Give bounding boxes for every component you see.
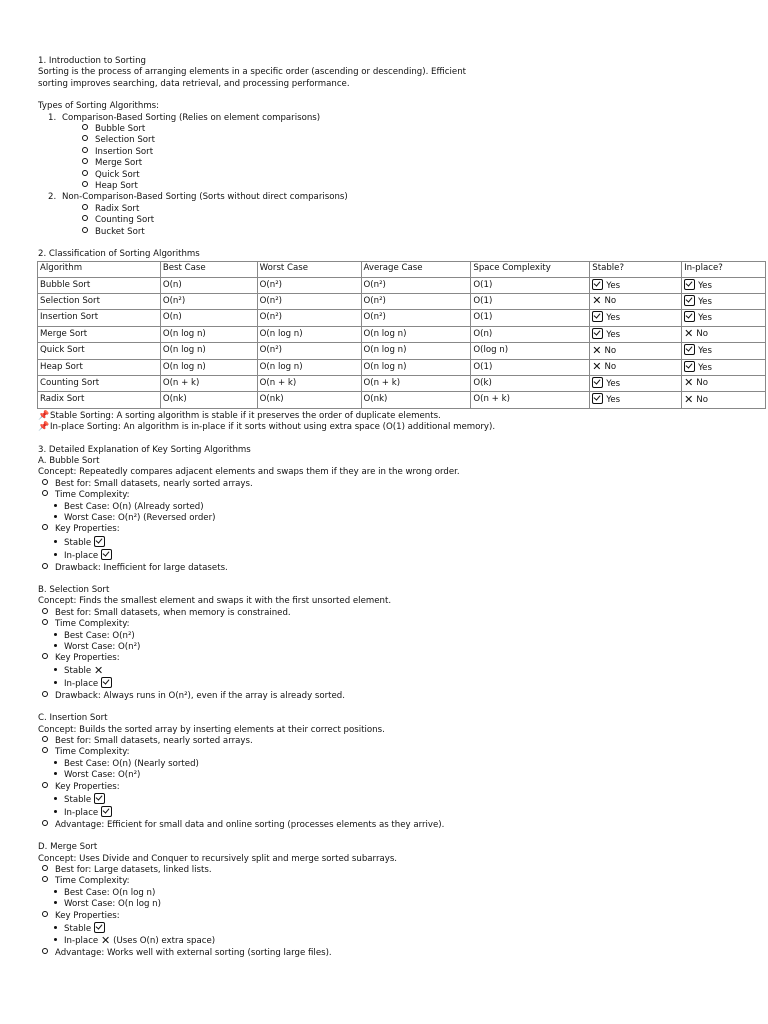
table-cell: O(n²) — [257, 310, 361, 326]
table-row — [38, 293, 766, 309]
section-title: D. Merge Sort — [38, 842, 98, 853]
cross-icon: ✕ — [93, 663, 104, 677]
list-item: Best for: Small datasets, when memory is constrained. — [42, 608, 768, 619]
list-item: Quick Sort — [82, 170, 768, 181]
table-cell — [682, 310, 766, 326]
section-title: C. Insertion Sort — [38, 713, 108, 724]
list-item — [42, 524, 768, 562]
property-label: In-place — [64, 808, 99, 819]
table-cell: O(1) — [471, 277, 590, 293]
section-title: B. Selection Sort — [38, 585, 110, 596]
list-item: Counting Sort — [82, 215, 768, 226]
property-label: In-place — [64, 679, 99, 690]
column-header: Space Complexity — [471, 261, 590, 277]
table-cell: O(nk) — [361, 392, 471, 408]
table-cell: O(n²) — [361, 277, 471, 293]
mark-label: No — [604, 345, 617, 356]
check-icon — [684, 311, 695, 322]
section-list — [38, 608, 768, 702]
mark-label: Yes — [606, 313, 621, 324]
list-item-label: Time Complexity: — [55, 490, 130, 501]
classification-table — [37, 261, 766, 409]
list-item — [54, 922, 768, 935]
list-item: Selection Sort — [82, 135, 768, 146]
algorithm-details — [38, 456, 768, 959]
types-heading: Types of Sorting Algorithms: — [38, 101, 160, 112]
property-note: (Uses O(n) extra space) — [113, 936, 216, 947]
check-icon — [684, 361, 695, 372]
list-item: Best Case: O(n²) — [54, 631, 768, 642]
check-icon — [101, 677, 112, 688]
group-label: Comparison-Based Sorting (Relies on element comparisons) — [62, 112, 321, 123]
list-item: Best Case: O(n log n) — [54, 888, 768, 899]
check-icon — [94, 793, 105, 804]
table-cell: Heap Sort — [38, 359, 161, 375]
pushpin-icon: 📌 — [38, 422, 50, 433]
list-item: Heap Sort — [82, 181, 768, 192]
mark-label: No — [604, 362, 617, 373]
table-cell: O(nk) — [160, 392, 257, 408]
table-cell: O(n²) — [361, 293, 471, 309]
column-header: Best Case — [160, 261, 257, 277]
table-cell: O(n + k) — [160, 375, 257, 391]
property-label: In-place — [64, 551, 99, 562]
table-cell — [682, 293, 766, 309]
list-item-label: Key Properties: — [55, 910, 120, 921]
table-cell: Merge Sort — [38, 326, 161, 342]
mark-label: Yes — [698, 346, 712, 357]
list-item: Insertion Sort — [82, 147, 768, 158]
table-cell: O(n log n) — [160, 359, 257, 375]
list-item: Advantage: Works well with external sorting (sorting large files). — [42, 948, 768, 959]
check-icon — [684, 344, 695, 355]
table-cell — [682, 326, 766, 342]
table-cell — [590, 359, 682, 375]
check-icon — [94, 922, 105, 933]
list-item-label: Key Properties: — [55, 524, 120, 535]
table-cell — [590, 326, 682, 342]
list-item — [54, 935, 768, 947]
table-row — [38, 343, 766, 359]
property-label: Stable — [64, 924, 92, 934]
algorithm-section — [38, 713, 768, 831]
table-row — [38, 392, 766, 408]
concept-text: Concept: Builds the sorted array by inserting elements at their correct positions. — [38, 724, 385, 735]
document-page — [38, 56, 768, 959]
table-cell — [590, 375, 682, 391]
list-item — [42, 911, 768, 948]
cross-icon: ✕ — [684, 392, 694, 406]
column-header: Algorithm — [38, 261, 161, 277]
list-item: Best Case: O(n) (Nearly sorted) — [54, 759, 768, 770]
algorithm-types-list — [38, 113, 768, 238]
classification-heading: 2. Classification of Sorting Algorithms — [38, 249, 200, 260]
list-item — [54, 793, 768, 806]
list-item-label: Time Complexity: — [55, 747, 130, 758]
table-cell — [682, 375, 766, 391]
section-title: A. Bubble Sort — [38, 455, 100, 466]
mark-label: No — [696, 394, 708, 405]
mark-label: Yes — [606, 280, 621, 291]
table-cell: O(n²) — [257, 277, 361, 293]
list-item: Bucket Sort — [82, 227, 768, 238]
list-item — [54, 677, 768, 690]
table-cell: Counting Sort — [38, 375, 161, 391]
table-cell — [590, 310, 682, 326]
check-icon — [684, 295, 695, 306]
table-cell: O(n log n) — [361, 359, 471, 375]
non-comparison-group — [38, 192, 768, 238]
cross-icon: ✕ — [592, 294, 602, 308]
table-cell: Insertion Sort — [38, 310, 161, 326]
algorithm-section — [38, 456, 768, 574]
cross-icon: ✕ — [684, 327, 694, 341]
check-icon — [592, 311, 603, 322]
list-item: Drawback: Always runs in O(n²), even if the array is already sorted. — [42, 691, 768, 702]
list-item-label: Key Properties: — [55, 653, 120, 664]
table-cell — [590, 293, 682, 309]
section-list — [38, 479, 768, 574]
pushpin-icon: 📌 — [38, 410, 50, 421]
property-label: Stable — [64, 537, 92, 548]
table-cell: O(n log n) — [257, 326, 361, 342]
column-header: In-place? — [682, 261, 766, 277]
cross-icon: ✕ — [592, 360, 602, 374]
group-number: 2. — [48, 192, 57, 203]
check-icon — [101, 806, 112, 817]
list-item — [42, 782, 768, 820]
list-item — [54, 549, 768, 562]
algorithm-section — [38, 585, 768, 702]
section-list — [38, 736, 768, 831]
list-item: Best for: Small datasets, nearly sorted arrays. — [42, 479, 768, 490]
check-icon — [684, 279, 695, 290]
list-item: Drawback: Inefficient for large datasets. — [42, 563, 768, 574]
check-icon — [94, 536, 105, 547]
table-cell — [682, 359, 766, 375]
table-row — [38, 277, 766, 293]
mark-label: No — [696, 378, 708, 389]
check-icon — [592, 328, 603, 339]
table-cell: O(n log n) — [361, 326, 471, 342]
list-item: Worst Case: O(n²) — [54, 642, 768, 653]
mark-label: Yes — [606, 378, 621, 389]
list-item-label: Key Properties: — [55, 781, 120, 792]
stable-note — [38, 411, 768, 422]
check-icon — [592, 377, 603, 388]
column-header: Worst Case — [257, 261, 361, 277]
table-cell: O(1) — [471, 310, 590, 326]
mark-label: No — [696, 329, 708, 340]
intro-heading: 1. Introduction to Sorting — [38, 56, 146, 66]
concept-text: Concept: Repeatedly compares adjacent elements and swaps them if they are in the wrong order. — [38, 467, 460, 478]
list-item: Worst Case: O(n²) — [54, 770, 768, 781]
intro-text: Sorting is the process of arranging elements in a specific order (ascending or descending). Efficient sorting improves searching, data retrieval, and processing performance. — [38, 67, 467, 89]
property-label: Stable — [64, 665, 92, 676]
list-item: Merge Sort — [82, 158, 768, 169]
table-cell: O(n²) — [160, 293, 257, 309]
cross-icon: ✕ — [684, 376, 694, 390]
list-item: Worst Case: O(n²) (Reversed order) — [54, 513, 768, 524]
check-icon — [592, 279, 603, 290]
table-cell — [590, 343, 682, 359]
table-cell: O(n²) — [257, 293, 361, 309]
table-cell: O(n log n) — [160, 343, 257, 359]
table-row — [38, 359, 766, 375]
note-text: In-place Sorting: An algorithm is in-place if it sorts without using extra space (O(1) additional memory). — [50, 422, 496, 433]
table-cell — [590, 277, 682, 293]
table-cell: O(k) — [471, 375, 590, 391]
table-cell: O(n log n) — [257, 359, 361, 375]
table-cell: O(n + k) — [361, 375, 471, 391]
table-cell: Bubble Sort — [38, 277, 161, 293]
list-item: Bubble Sort — [82, 124, 768, 135]
cross-icon: ✕ — [592, 343, 602, 357]
list-item — [54, 536, 768, 549]
table-row — [38, 375, 766, 391]
property-label: Stable — [64, 794, 92, 805]
table-cell: O(n log n) — [361, 343, 471, 359]
mark-label: Yes — [606, 395, 621, 406]
list-item — [42, 876, 768, 910]
table-row — [38, 326, 766, 342]
mark-label: Yes — [606, 329, 621, 340]
table-cell — [682, 392, 766, 408]
list-item — [54, 665, 768, 677]
column-header: Stable? — [590, 261, 682, 277]
list-item — [54, 806, 768, 819]
list-item: Best for: Small datasets, nearly sorted arrays. — [42, 736, 768, 747]
mark-label: Yes — [698, 313, 712, 324]
algorithm-section — [38, 842, 768, 959]
table-cell — [682, 343, 766, 359]
check-icon — [592, 393, 603, 404]
list-item: Advantage: Efficient for small data and online sorting (processes elements as they arrive). — [42, 820, 768, 831]
concept-text: Concept: Finds the smallest element and swaps it with the first unsorted element. — [38, 596, 392, 607]
mark-label: Yes — [698, 296, 712, 307]
inplace-note — [38, 422, 768, 433]
check-icon — [101, 549, 112, 560]
concept-text: Concept: Uses Divide and Conquer to recursively split and merge sorted subarrays. — [38, 853, 398, 864]
table-cell: O(n + k) — [471, 392, 590, 408]
mark-label: Yes — [698, 362, 712, 373]
cross-icon: ✕ — [100, 934, 111, 948]
table-cell: O(n log n) — [160, 326, 257, 342]
table-row — [38, 310, 766, 326]
group-number: 1. — [48, 112, 57, 123]
table-cell — [590, 392, 682, 408]
table-cell: O(1) — [471, 359, 590, 375]
table-cell: O(n) — [471, 326, 590, 342]
list-item-label: Time Complexity: — [55, 619, 130, 630]
list-item-label: Time Complexity: — [55, 876, 130, 887]
list-item — [42, 490, 768, 524]
table-cell: Selection Sort — [38, 293, 161, 309]
table-cell: O(nk) — [257, 392, 361, 408]
mark-label: No — [604, 296, 617, 307]
column-header: Average Case — [361, 261, 471, 277]
table-header-row — [38, 261, 766, 277]
comparison-group — [38, 113, 768, 193]
table-cell: Quick Sort — [38, 343, 161, 359]
table-cell: O(n + k) — [257, 375, 361, 391]
details-heading: 3. Detailed Explanation of Key Sorting Algorithms — [38, 444, 251, 455]
list-item: Best for: Large datasets, linked lists. — [42, 865, 768, 876]
list-item: Best Case: O(n) (Already sorted) — [54, 502, 768, 513]
section-list — [38, 865, 768, 959]
group-label: Non-Comparison-Based Sorting (Sorts without direct comparisons) — [62, 192, 348, 203]
table-cell: Radix Sort — [38, 392, 161, 408]
table-cell: O(n) — [160, 310, 257, 326]
list-item — [42, 619, 768, 653]
table-cell: O(1) — [471, 293, 590, 309]
note-text: Stable Sorting: A sorting algorithm is stable if it preserves the order of duplicate elements. — [50, 410, 441, 421]
table-cell: O(n²) — [257, 343, 361, 359]
table-cell: O(log n) — [471, 343, 590, 359]
table-cell: O(n²) — [361, 310, 471, 326]
list-item: Worst Case: O(n log n) — [54, 899, 768, 910]
mark-label: Yes — [698, 280, 712, 291]
table-cell: O(n) — [160, 277, 257, 293]
property-label: In-place — [64, 936, 99, 947]
list-item — [42, 747, 768, 781]
list-item: Radix Sort — [82, 204, 768, 215]
list-item — [42, 653, 768, 690]
table-cell — [682, 277, 766, 293]
